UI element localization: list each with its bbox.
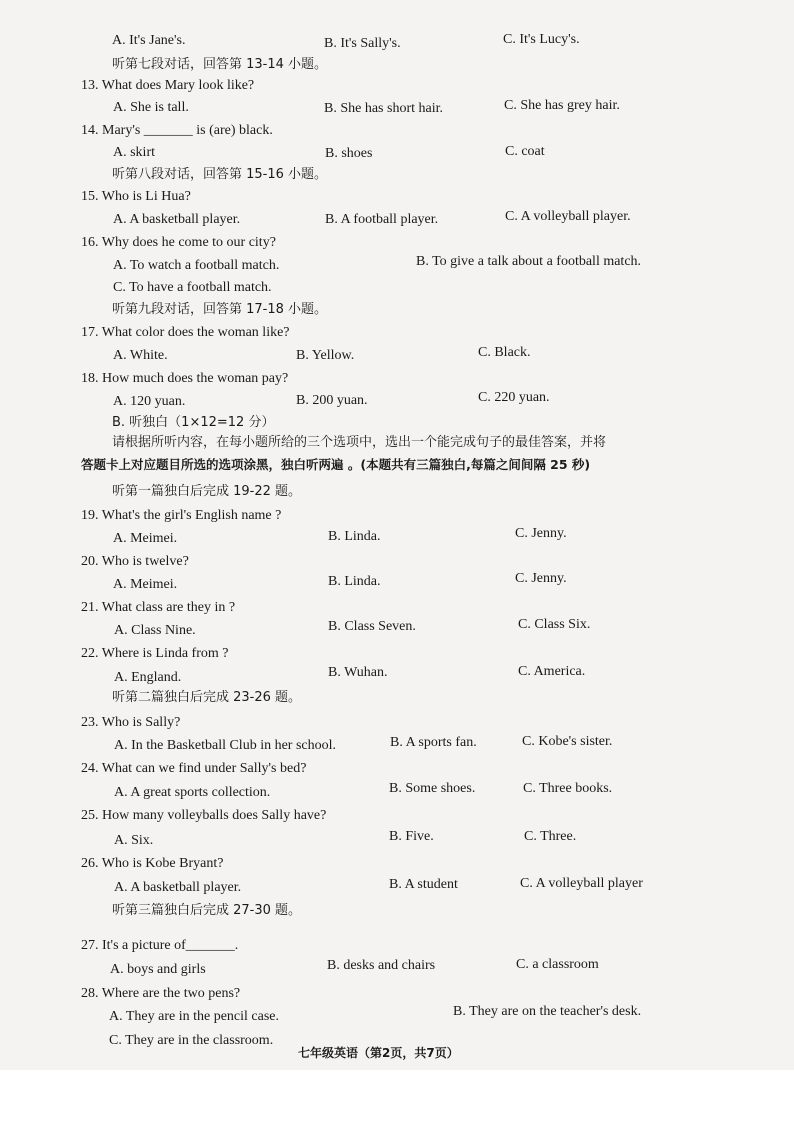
question-text: 24. What can we find under Sally's bed? xyxy=(81,761,307,776)
option-text: C. It's Lucy's. xyxy=(503,32,580,47)
option-text: B. 200 yuan. xyxy=(296,393,368,408)
question-text: 25. How many volleyballs does Sally have? xyxy=(81,808,327,823)
option-text: A. skirt xyxy=(113,145,155,160)
option-text: C. A volleyball player. xyxy=(505,209,631,224)
option-text: B. Linda. xyxy=(328,574,381,589)
option-text: C. coat xyxy=(505,144,545,159)
option-text: B. Wuhan. xyxy=(328,665,388,680)
option-text: A. A great sports collection. xyxy=(114,785,271,800)
section-instruction: 听第三篇独白后完成 27-30 题。 xyxy=(112,903,302,918)
question-text: 23. Who is Sally? xyxy=(81,715,181,730)
option-text: C. Kobe's sister. xyxy=(522,734,613,749)
option-text: A. A basketball player. xyxy=(114,880,242,895)
option-text: C. 220 yuan. xyxy=(478,390,550,405)
section-instruction: 听第二篇独白后完成 23-26 题。 xyxy=(112,690,302,705)
option-text: B. To give a talk about a football match. xyxy=(416,254,642,269)
option-text: C. A volleyball player xyxy=(520,876,643,891)
option-text: A. boys and girls xyxy=(110,962,206,977)
option-text: C. Black. xyxy=(478,345,531,360)
option-text: A. A basketball player. xyxy=(113,212,241,227)
option-text: C. She has grey hair. xyxy=(504,98,620,113)
question-text: 15. Who is Li Hua? xyxy=(81,189,191,204)
question-text: 28. Where are the two pens? xyxy=(81,986,241,1001)
instruction-paragraph: 请根据所听内容，在每小题所给的三个选项中，选出一个能完成句子的最佳答案，并将 xyxy=(112,435,607,450)
option-text: B. Class Seven. xyxy=(328,619,416,634)
option-text: B. shoes xyxy=(325,146,373,161)
option-text: A. 120 yuan. xyxy=(113,394,186,409)
section-heading: B. 听独白（1×12=12 分） xyxy=(112,415,275,430)
option-text: A. In the Basketball Club in her school. xyxy=(114,738,337,753)
option-text: B. They are on the teacher's desk. xyxy=(453,1004,642,1019)
section-instruction: 听第一篇独白后完成 19-22 题。 xyxy=(112,484,302,499)
section-instruction: 听第七段对话，回答第 13-14 小题。 xyxy=(112,57,328,72)
section-instruction: 听第八段对话，回答第 15-16 小题。 xyxy=(112,167,328,182)
option-text: A. It's Jane's. xyxy=(112,33,186,48)
option-text: A. She is tall. xyxy=(113,100,189,115)
option-text: C. Class Six. xyxy=(518,617,591,632)
option-text: C. a classroom xyxy=(516,957,599,972)
option-text: A. They are in the pencil case. xyxy=(109,1009,280,1024)
option-text: C. Three. xyxy=(524,829,577,844)
question-text: 22. Where is Linda from ? xyxy=(81,646,229,661)
question-text: 17. What color does the woman like? xyxy=(81,325,290,340)
instruction-paragraph: 答题卡上对应题目所选的选项涂黑，独白听两遍 。(本题共有三篇独白,每篇之间间隔 25 秒) xyxy=(81,457,591,472)
option-text: A. To watch a football match. xyxy=(113,258,280,273)
option-text: C. To have a football match. xyxy=(113,280,272,295)
section-instruction: 听第九段对话，回答第 17-18 小题。 xyxy=(112,302,328,317)
option-text: A. White. xyxy=(113,348,168,363)
option-text: B. Yellow. xyxy=(296,348,355,363)
option-text: B. A student xyxy=(389,877,458,892)
question-text: 21. What class are they in ? xyxy=(81,600,236,615)
question-text: 13. What does Mary look like? xyxy=(81,78,255,93)
option-text: C. Jenny. xyxy=(515,526,567,541)
option-text: A. England. xyxy=(114,670,182,685)
option-text: A. Six. xyxy=(114,833,154,848)
option-text: A. Meimei. xyxy=(113,577,178,592)
option-text: B. Some shoes. xyxy=(389,781,476,796)
question-text: 16. Why does he come to our city? xyxy=(81,235,276,250)
option-text: B. Linda. xyxy=(328,529,381,544)
option-text: B. Five. xyxy=(389,829,434,844)
option-text: A. Meimei. xyxy=(113,531,178,546)
option-text: C. America. xyxy=(518,664,586,679)
option-text: A. Class Nine. xyxy=(114,623,196,638)
option-text: B. desks and chairs xyxy=(327,958,436,973)
page-footer: 七年级英语（第2页，共7页） xyxy=(298,1046,459,1060)
question-text: 18. How much does the woman pay? xyxy=(81,371,289,386)
option-text: B. A football player. xyxy=(325,212,439,227)
question-text: 26. Who is Kobe Bryant? xyxy=(81,856,224,871)
option-text: B. She has short hair. xyxy=(324,101,443,116)
option-text: C. Three books. xyxy=(523,781,613,796)
question-text: 27. It's a picture of_______. xyxy=(81,938,239,953)
question-text: 20. Who is twelve? xyxy=(81,554,189,569)
option-text: B. A sports fan. xyxy=(390,735,477,750)
question-text: 19. What's the girl's English name ? xyxy=(81,508,282,523)
option-text: B. It's Sally's. xyxy=(324,36,401,51)
option-text: C. They are in the classroom. xyxy=(109,1033,274,1048)
option-text: C. Jenny. xyxy=(515,571,567,586)
question-text: 14. Mary's _______ is (are) black. xyxy=(81,123,273,138)
